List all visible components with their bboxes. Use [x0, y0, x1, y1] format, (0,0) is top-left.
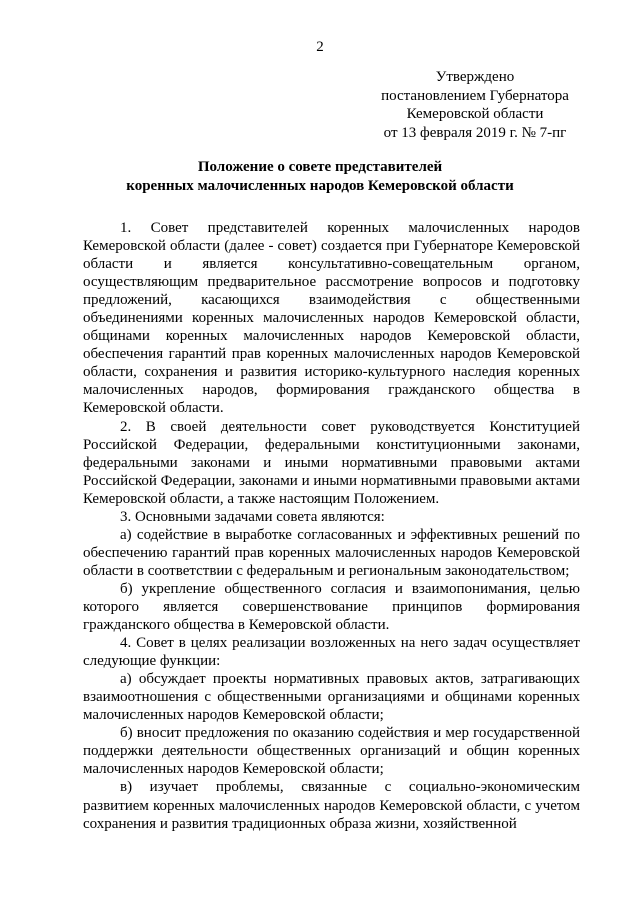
page-number: 2 [316, 39, 324, 55]
paragraph-2: 2. В своей деятельности совет руководствуется Конституцией Российской Федерации, федеральными конституционными законами, федеральными законами и иными нормативными правовыми актами Российской Федерации, законами и иными нормативными правовыми актами Кемеровской области, а также настоящим Положением. [83, 418, 581, 507]
paragraph-4b: б) вносит предложения по оказанию содействия и мер государственной поддержки деятельности общественных организаций и общин коренных малочисленных народов Кемеровской области; [83, 725, 580, 778]
paragraph-3b: б) укрепление общественного согласия и взаимопонимания, целью которого является совершенствование принципов формирования гражданского общества в Кемеровской области. [83, 580, 580, 634]
approval-line: от 13 февраля 2019 г. № 7-пг [383, 124, 567, 141]
title-line: Положение о совете представителей [197, 159, 443, 175]
document-title [0, 158, 640, 195]
approval-line: Кемеровской области [406, 106, 544, 122]
approval-stamp [355, 68, 595, 142]
paragraph-3a: а) содействие в выработке согласованных и эффективных решений по обеспечению гарантий прав коренных малочисленных народов Кемеровской области в соответствии с федеральным и региональным законодательством; [83, 526, 580, 579]
paragraph-4: 4. Совет в целях реализации возложенных на него задач осуществляет следующие функции: [83, 635, 580, 670]
paragraph-4c: в) изучает проблемы, связанные с социально-экономическим развитием коренных малочисленных народов Кемеровской области, с учетом сохранения и развития традиционных образа жизни, хозяйственной [83, 779, 580, 832]
approval-line: постановлением Губернатора [381, 87, 569, 104]
title-line: коренных малочисленных народов Кемеровской области [126, 177, 514, 194]
paragraph-1: 1. Совет представителей коренных малочисленных народов Кемеровской области (далее - совет) создается при Губернаторе Кемеровской области и является консультативно-совещательным органом, осуществляющим предварительное рассмотрение вопросов и подготовку предложений, касающихся взаимодействия с общественными объединениями коренных малочисленных народов Кемеровской области, общинами коренных малочисленных народов Кемеровской области, обеспечения гарантий прав коренных малочисленных народов Кемеровской области, сохранения и развития историко-культурного наследия коренных малочисленных народов, формирования гражданского общества в Кемеровской области. [83, 220, 580, 417]
paragraph-3: 3. Основными задачами совета являются: [120, 508, 385, 525]
approval-line: Утверждено [435, 69, 515, 85]
document-body [83, 219, 580, 833]
paragraph-4a: а) обсуждает проекты нормативных правовых актов, затрагивающих взаимоотношения с общественными организациями и общинами коренных малочисленных народов Кемеровской области; [83, 671, 580, 724]
